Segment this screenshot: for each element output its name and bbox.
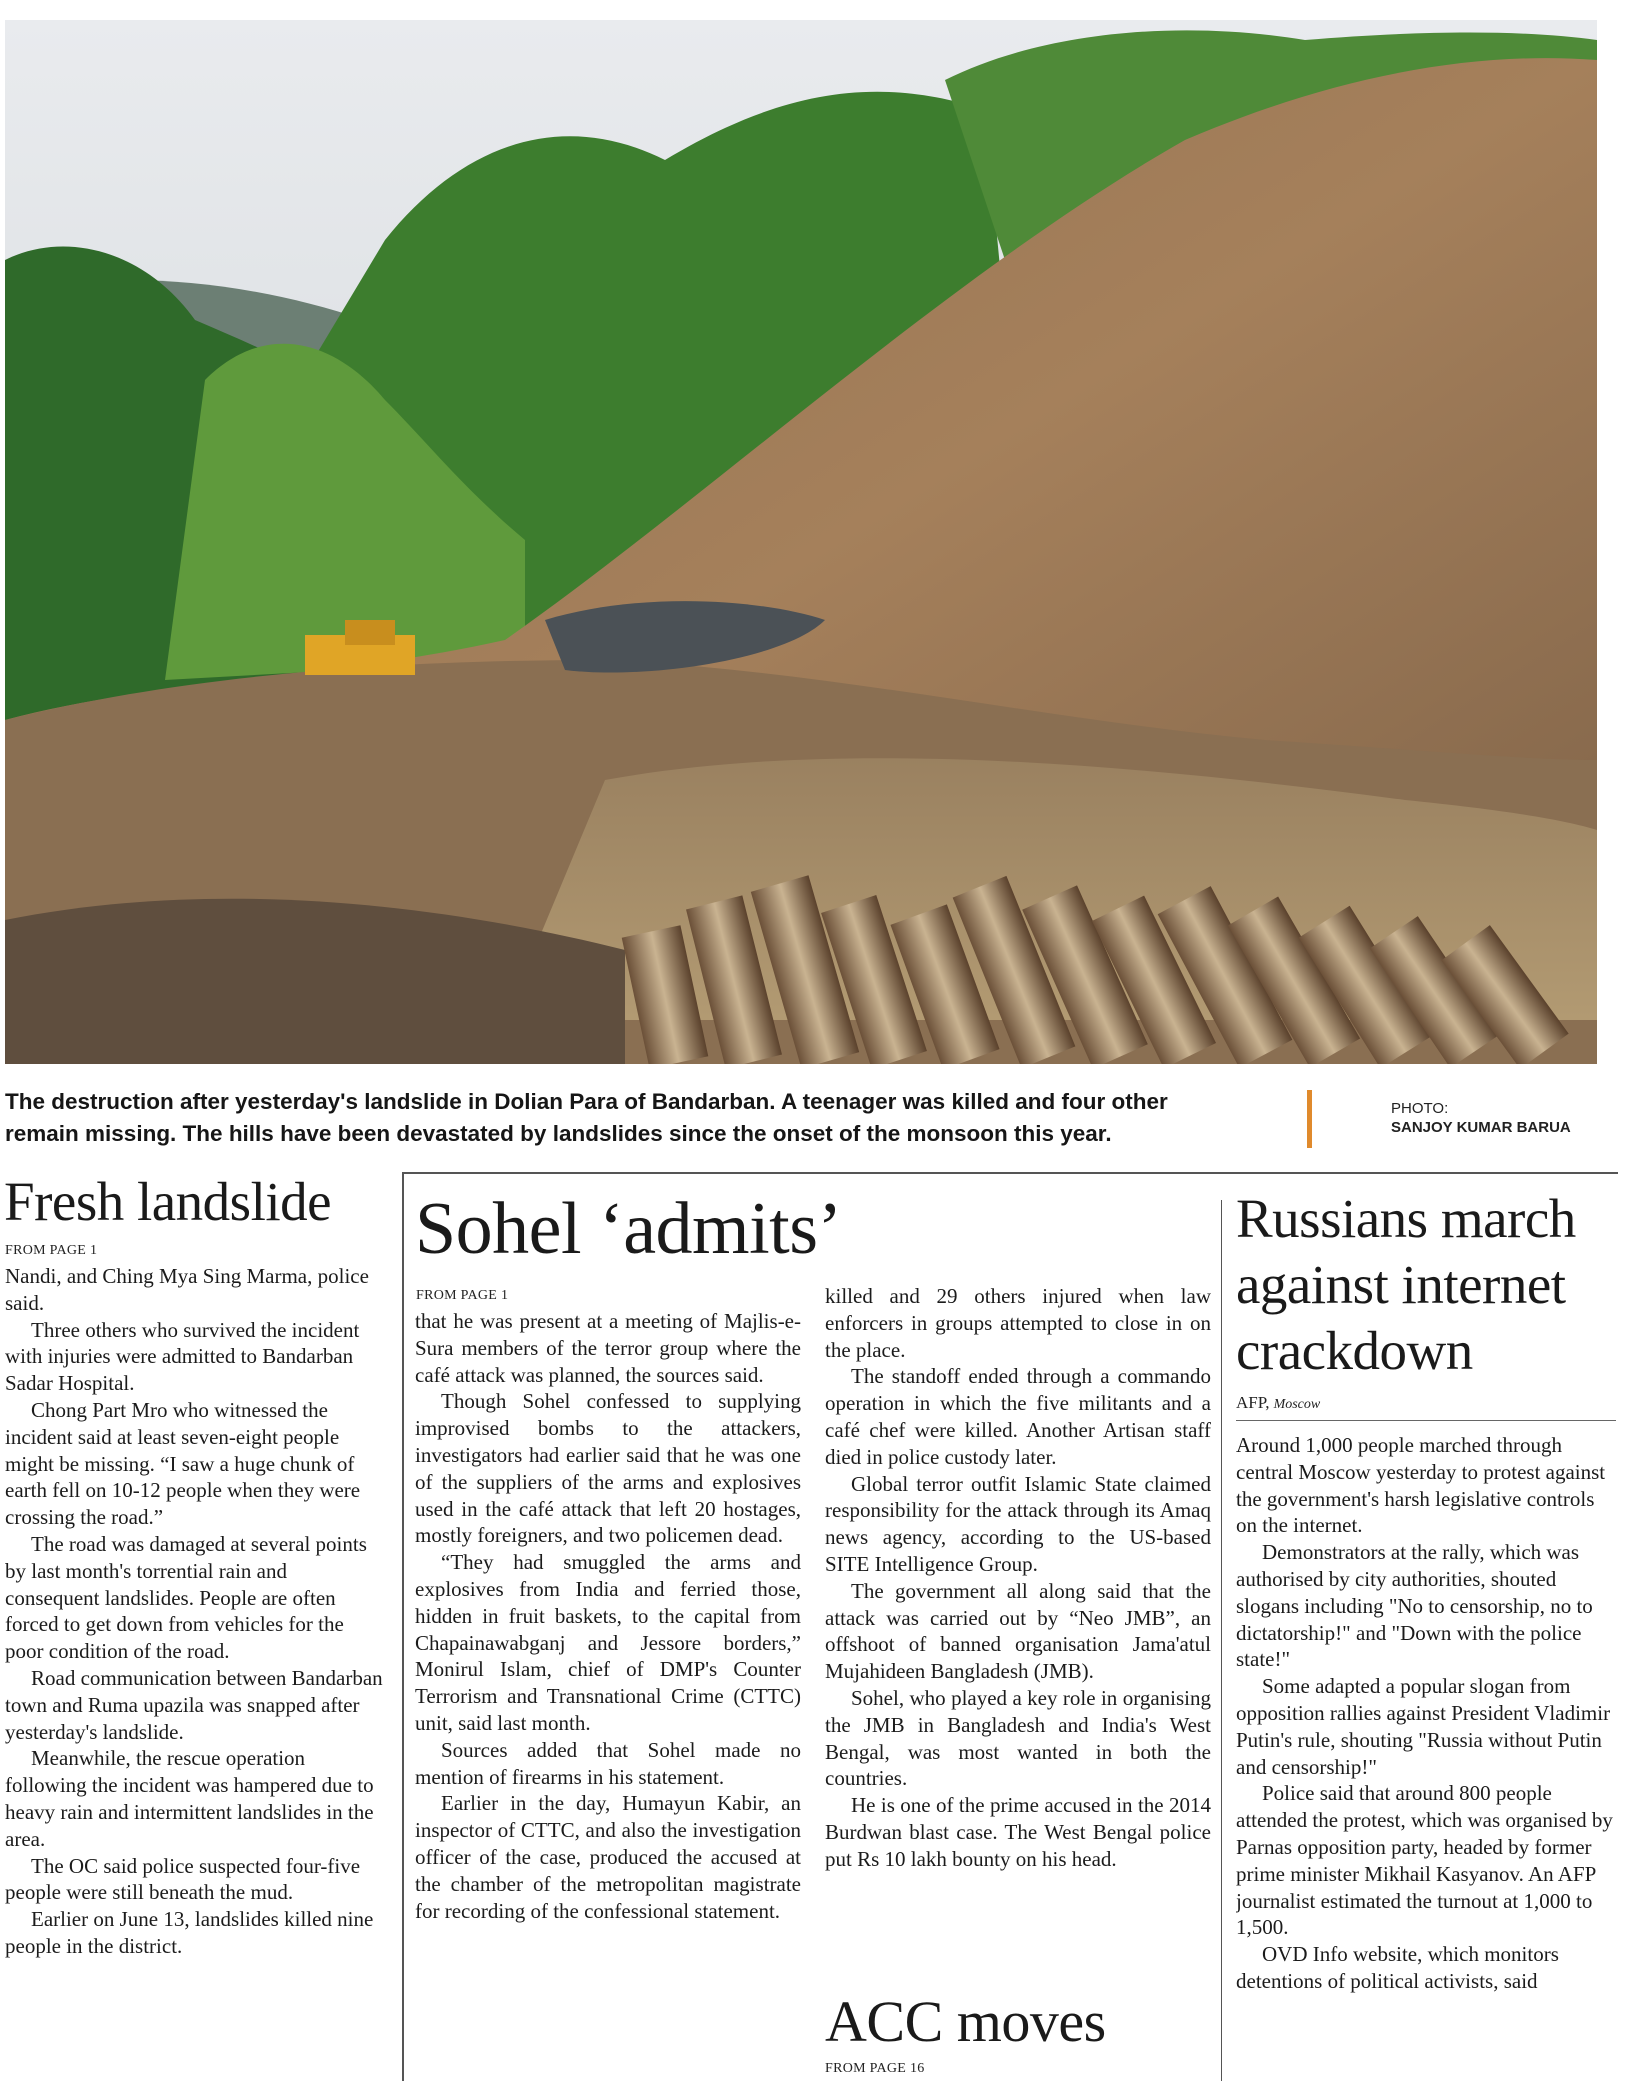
headline-russians-march: Russians march against internet crackdown [1236,1188,1576,1381]
paragraph: Demonstrators at the rally, which was authorised by city authorities, shouted slogans including "No to censorship, no to dictatorship!" and "Down with the police state!" [1236,1540,1593,1672]
paragraph: Earlier on June 13, landslides killed nine people in the district. [5,1907,374,1958]
byline-rule [1236,1420,1616,1421]
photo-credit-name: SANJOY KUMAR BARUA [1391,1119,1571,1136]
headline-sohel-admits: Sohel ‘admits’ [415,1188,842,1270]
paragraph: Chong Part Mro who witnessed the incident said at least seven-eight people might be missing. “I saw a huge chunk of earth fell on 10-12 people when they were crossing the road.” [5,1397,361,1530]
headline-acc-moves: ACC moves [825,1989,1106,2054]
paragraph: The standoff ended through a commando operation in which the five militants and a café chef were killed. Another Artisan staff died in police custody later. [825,1364,1211,1469]
photo-caption: The destruction after yesterday's landslide in Dolian Para of Bandarban. A teenager was killed and four other remain missing. The hills have been devastated by landslides since the onset of the monsoon this year. [5,1089,1168,1146]
paragraph: Though Sohel confessed to supplying improvised bombs to the attackers, investigators had earlier said that he was one of the suppliers of the arms and explosives used in the café attack that left 20 hostages, mostly foreigners, and two policemen dead. [415,1389,801,1548]
paragraph: Sohel, who played a key role in organising the JMB in Bangladesh and India's West Bengal, was most wanted in both the countries. [825,1685,1211,1791]
from-page-kicker: FROM PAGE 1 [416,1288,509,1303]
paragraph: Nandi, and Ching Mya Sing Marma, police said. [5,1264,369,1315]
byline-location: Moscow [1273,1397,1321,1412]
paragraph: OVD Info website, which monitors detentions of political activists, said [1236,1942,1559,1993]
landslide-photo-illustration [5,20,1597,1064]
from-page-kicker: FROM PAGE 16 [825,2061,925,2076]
landslide-photo [5,20,1597,1064]
paragraph: He is one of the prime accused in the 2014 Burdwan blast case. The West Bengal police put Rs 10 lakh bounty on his head. [825,1793,1211,1871]
paragraph: Global terror outfit Islamic State claimed responsibility for the attack through its Amaq news agency, according to the US-based SITE Intelligence Group. [825,1471,1211,1576]
column-divider-right [1221,1200,1222,2081]
photo-credit [1391,1099,1571,1137]
story-sohel-column-2 [825,1283,1211,1873]
byline-agency: AFP, [1236,1393,1270,1412]
paragraph: killed and 29 others injured when law enforcers in groups attempted to close in on the place. [825,1284,1211,1362]
paragraph: Around 1,000 people marched through central Moscow yesterday to protest against the government's harsh legislative controls on the internet. [1236,1433,1606,1538]
paragraph: Police said that around 800 people attended the protest, which was organised by Parnas opposition party, headed by former prime minister Mikhail Kasyanov. An AFP journalist estimated the turnout at 1,000 to 1,500. [1236,1781,1613,1940]
photo-credit-label: PHOTO: [1391,1100,1449,1117]
paragraph: The OC said police suspected four-five people were still beneath the mud. [5,1853,361,1905]
column-top-rule [402,1172,1618,1174]
paragraph: Three others who survived the incident with injuries were admitted to Bandarban Sadar Hospital. [5,1317,360,1396]
byline [1236,1393,1320,1415]
paragraph: Earlier in the day, Humayun Kabir, an inspector of CTTC, and also the investigation officer of the case, produced the accused at the chamber of the metropolitan magistrate for recording of the confessional statement. [415,1791,801,1923]
paragraph: “They had smuggled the arms and explosives from India and ferried those, hidden in fruit baskets, to the capital from Chapainawabganj and Jessore borders,” Monirul Islam, chief of DMP's Counter Terrorism and Transnational Crime (CTTC) unit, said last month. [415,1550,801,1735]
photo-credit-accent-bar [1307,1090,1312,1148]
paragraph: Some adapted a popular slogan from opposition rallies against President Vladimir Putin's rule, shouting "Russia without Putin and censorship!" [1236,1674,1611,1779]
story-russians-body [1236,1432,1616,1995]
from-page-kicker: FROM PAGE 1 [5,1243,98,1258]
story-fresh-landslide-body [5,1263,385,1960]
paragraph: that he was present at a meeting of Majlis-e-Sura members of the terror group where the café attack was planned, the sources said. [415,1309,801,1387]
column-divider-left [402,1172,404,2081]
paragraph: Sources added that Sohel made no mention of firearms in his statement. [415,1737,801,1789]
headline-fresh-landslide: Fresh landslide [4,1171,332,1232]
paragraph: Road communication between Bandarban town and Ruma upazila was snapped after yesterday's landslide. [5,1665,383,1744]
paragraph: The road was damaged at several points by last month's torrential rain and consequent landslides. People are often forced to get down from vehicles for the poor condition of the road. [5,1531,367,1664]
paragraph: Meanwhile, the rescue operation following the incident was hampered due to heavy rain and intermittent landslides in the area. [5,1746,374,1851]
paragraph: The government all along said that the attack was carried out by “Neo JMB”, an offshoot of banned organisation Jama'atul Mujahideen Bangladesh (JMB). [825,1578,1211,1684]
story-sohel-column-1 [415,1308,801,1924]
